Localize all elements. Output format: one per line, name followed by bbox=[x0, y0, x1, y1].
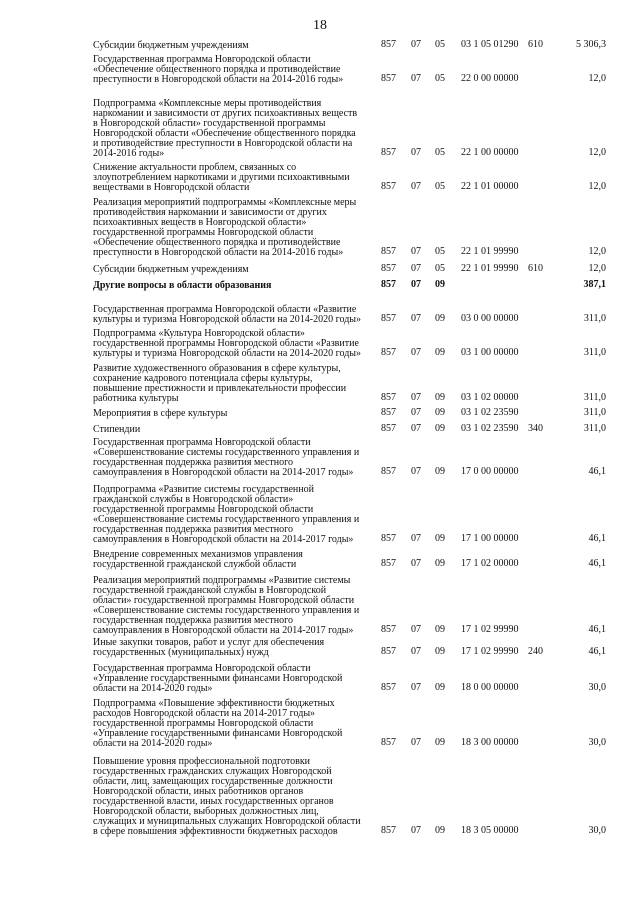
cell-csr: 18 0 00 00000 bbox=[461, 682, 519, 693]
row-description: Подпрограмма «Культура Новгородской области» государственной программы Новгородской области «Развитие культуры и туризма Новгородской области на 2014-2020 годы» bbox=[93, 328, 362, 359]
row-description: Другие вопросы в области образования bbox=[93, 280, 272, 291]
cell-pr: 05 bbox=[435, 147, 445, 158]
row-description: Внедрение современных механизмов управления государственной гражданской службой области bbox=[93, 549, 303, 570]
cell-rz: 07 bbox=[411, 73, 421, 84]
cell-pr: 09 bbox=[435, 558, 445, 569]
cell-csr: 22 1 01 99990 bbox=[461, 263, 519, 274]
cell-pr: 09 bbox=[435, 466, 445, 477]
cell-vr: 240 bbox=[528, 646, 543, 657]
cell-csr: 03 1 02 23590 bbox=[461, 407, 519, 418]
row-description: Стипендии bbox=[93, 424, 141, 435]
row-description: Подпрограмма «Комплексные меры противодействия наркомании и зависимости от других психоактивных веществ в Новгородской области» государственной программы Новгородской области «Обеспечение общественного порядка и противодействие преступности в Новгородской области на 2014-2016 годы» bbox=[93, 98, 358, 159]
cell-ved: 857 bbox=[381, 624, 396, 635]
cell-csr: 17 1 02 99990 bbox=[461, 646, 519, 657]
cell-ved: 857 bbox=[381, 73, 396, 84]
cell-csr: 17 1 02 99990 bbox=[461, 624, 519, 635]
cell-sum: 311,0 bbox=[583, 347, 606, 358]
cell-ved: 857 bbox=[381, 558, 396, 569]
cell-csr: 17 1 02 00000 bbox=[461, 558, 519, 569]
cell-pr: 09 bbox=[435, 624, 445, 635]
cell-pr: 09 bbox=[435, 347, 445, 358]
row-description: Подпрограмма «Повышение эффективности бюджетных расходов Новгородской области на 2014-2017 годы» государственной программы Новгородской области «Управление государственными финансами Новгородской области на 2014-2020 годы» bbox=[93, 698, 343, 749]
cell-ved: 857 bbox=[381, 246, 396, 257]
cell-vr: 610 bbox=[528, 263, 543, 274]
cell-rz: 07 bbox=[411, 825, 421, 836]
cell-ved: 857 bbox=[381, 181, 396, 192]
cell-rz: 07 bbox=[411, 558, 421, 569]
cell-sum: 30,0 bbox=[588, 825, 606, 836]
cell-sum: 46,1 bbox=[588, 646, 606, 657]
cell-vr: 340 bbox=[528, 423, 543, 434]
cell-ved: 857 bbox=[381, 313, 396, 324]
row-description: Развитие художественного образования в сфере культуры, сохранение кадрового потенциала сферы культуры, повышение престижности и привлекательности профессии работника культуры bbox=[93, 363, 347, 404]
cell-ved: 857 bbox=[381, 147, 396, 158]
page-number: 18 bbox=[313, 18, 327, 33]
cell-csr: 22 1 01 99990 bbox=[461, 246, 519, 257]
cell-sum: 311,0 bbox=[583, 313, 606, 324]
cell-sum: 46,1 bbox=[588, 558, 606, 569]
cell-pr: 09 bbox=[435, 407, 445, 418]
row-description: Субсидии бюджетным учреждениям bbox=[93, 40, 249, 51]
row-description: Государственная программа Новгородской области «Управление государственными финансами Новгородской области на 2014-2020 годы» bbox=[93, 663, 343, 694]
cell-rz: 07 bbox=[411, 181, 421, 192]
cell-sum: 311,0 bbox=[583, 392, 606, 403]
cell-pr: 09 bbox=[435, 423, 445, 434]
row-description: Реализация мероприятий подпрограммы «Развитие системы государственной гражданской службы в Новгородской области» государственной программы Новгородской области «Совершенствование системы государственного управления и государственная поддержка развития местного самоуправления в Новгородской области на 2014-2017 годы» bbox=[93, 575, 360, 636]
cell-pr: 05 bbox=[435, 263, 445, 274]
cell-ved: 857 bbox=[381, 737, 396, 748]
cell-sum: 311,0 bbox=[583, 407, 606, 418]
cell-rz: 07 bbox=[411, 147, 421, 158]
cell-csr: 22 1 00 00000 bbox=[461, 147, 519, 158]
cell-sum: 5 306,3 bbox=[576, 39, 606, 50]
cell-csr: 17 0 00 00000 bbox=[461, 466, 519, 477]
cell-rz: 07 bbox=[411, 737, 421, 748]
cell-rz: 07 bbox=[411, 423, 421, 434]
cell-sum: 12,0 bbox=[588, 147, 606, 158]
row-description: Повышение уровня профессиональной подготовки государственных гражданских служащих Новгородской области, лиц, замещающих государственные должности Новгородской области, иных работников органов государственной власти, иных государственных органов Новгородской области, выборных должностных лиц, служащих и муниципальных служащих Новгородской области в сфере повышения эффективности бюджетных расходов bbox=[93, 756, 361, 837]
cell-ved: 857 bbox=[381, 825, 396, 836]
cell-sum: 30,0 bbox=[588, 737, 606, 748]
cell-pr: 05 bbox=[435, 73, 445, 84]
cell-pr: 05 bbox=[435, 246, 445, 257]
cell-sum: 46,1 bbox=[588, 466, 606, 477]
row-description: Мероприятия в сфере культуры bbox=[93, 408, 228, 419]
cell-ved: 857 bbox=[381, 347, 396, 358]
cell-ved: 857 bbox=[381, 466, 396, 477]
cell-csr: 18 3 00 00000 bbox=[461, 737, 519, 748]
row-description: Снижение актуальности проблем, связанных со злоупотреблением наркотиками и другими психоактивными веществами в Новгородской области bbox=[93, 162, 350, 193]
cell-csr: 17 1 00 00000 bbox=[461, 533, 519, 544]
cell-rz: 07 bbox=[411, 246, 421, 257]
cell-csr: 18 3 05 00000 bbox=[461, 825, 519, 836]
cell-csr: 03 1 05 01290 bbox=[461, 39, 519, 50]
cell-rz: 07 bbox=[411, 279, 421, 290]
cell-rz: 07 bbox=[411, 533, 421, 544]
cell-ved: 857 bbox=[381, 682, 396, 693]
cell-sum: 12,0 bbox=[588, 263, 606, 274]
row-description: Государственная программа Новгородской области «Развитие культуры и туризма Новгородской области на 2014-2020 годы» bbox=[93, 304, 362, 325]
cell-rz: 07 bbox=[411, 39, 421, 50]
cell-sum: 12,0 bbox=[588, 246, 606, 257]
cell-sum: 46,1 bbox=[588, 533, 606, 544]
cell-pr: 05 bbox=[435, 39, 445, 50]
cell-csr: 03 1 02 00000 bbox=[461, 392, 519, 403]
cell-sum: 387,1 bbox=[583, 279, 606, 290]
row-description: Подпрограмма «Развитие системы государственной гражданской службы в Новгородской области» государственной программы Новгородской области «Совершенствование системы государственного управления и государственная поддержка развития местного самоуправления в Новгородской области на 2014-2017 годы» bbox=[93, 484, 360, 545]
cell-csr: 22 1 01 00000 bbox=[461, 181, 519, 192]
cell-rz: 07 bbox=[411, 392, 421, 403]
row-description: Государственная программа Новгородской области «Совершенствование системы государственного управления и государственная поддержка развития местного самоуправления в Новгородской области на 2014-2017 годы» bbox=[93, 437, 360, 478]
cell-csr: 03 1 00 00000 bbox=[461, 347, 519, 358]
row-description: Государственная программа Новгородской области «Обеспечение общественного порядка и противодействие преступности в Новгородской области на 2014-2016 годы» bbox=[93, 54, 344, 85]
cell-ved: 857 bbox=[381, 646, 396, 657]
cell-ved: 857 bbox=[381, 263, 396, 274]
cell-ved: 857 bbox=[381, 407, 396, 418]
cell-sum: 12,0 bbox=[588, 73, 606, 84]
cell-sum: 311,0 bbox=[583, 423, 606, 434]
cell-ved: 857 bbox=[381, 279, 396, 290]
cell-csr: 03 0 00 00000 bbox=[461, 313, 519, 324]
cell-ved: 857 bbox=[381, 39, 396, 50]
cell-pr: 09 bbox=[435, 646, 445, 657]
cell-vr: 610 bbox=[528, 39, 543, 50]
cell-rz: 07 bbox=[411, 466, 421, 477]
cell-sum: 46,1 bbox=[588, 624, 606, 635]
cell-rz: 07 bbox=[411, 263, 421, 274]
cell-pr: 09 bbox=[435, 825, 445, 836]
cell-sum: 30,0 bbox=[588, 682, 606, 693]
cell-pr: 09 bbox=[435, 313, 445, 324]
cell-ved: 857 bbox=[381, 392, 396, 403]
cell-sum: 12,0 bbox=[588, 181, 606, 192]
cell-ved: 857 bbox=[381, 423, 396, 434]
cell-rz: 07 bbox=[411, 646, 421, 657]
row-description: Субсидии бюджетным учреждениям bbox=[93, 264, 249, 275]
cell-pr: 09 bbox=[435, 392, 445, 403]
cell-pr: 09 bbox=[435, 279, 445, 290]
cell-ved: 857 bbox=[381, 533, 396, 544]
cell-rz: 07 bbox=[411, 682, 421, 693]
cell-pr: 05 bbox=[435, 181, 445, 192]
cell-pr: 09 bbox=[435, 682, 445, 693]
cell-rz: 07 bbox=[411, 407, 421, 418]
cell-csr: 22 0 00 00000 bbox=[461, 73, 519, 84]
cell-rz: 07 bbox=[411, 313, 421, 324]
row-description: Реализация мероприятий подпрограммы «Комплексные меры противодействия наркомании и зависимости от других психоактивных веществ в Новгородской области» государственной программы Новгородской области «Обеспечение общественного порядка и противодействие преступности в Новгородской области на 2014-2016 годы» bbox=[93, 197, 357, 258]
row-description: Иные закупки товаров, работ и услуг для обеспечения государственных (муниципальных) нужд bbox=[93, 637, 325, 658]
cell-csr: 03 1 02 23590 bbox=[461, 423, 519, 434]
cell-rz: 07 bbox=[411, 347, 421, 358]
cell-rz: 07 bbox=[411, 624, 421, 635]
cell-pr: 09 bbox=[435, 533, 445, 544]
cell-pr: 09 bbox=[435, 737, 445, 748]
